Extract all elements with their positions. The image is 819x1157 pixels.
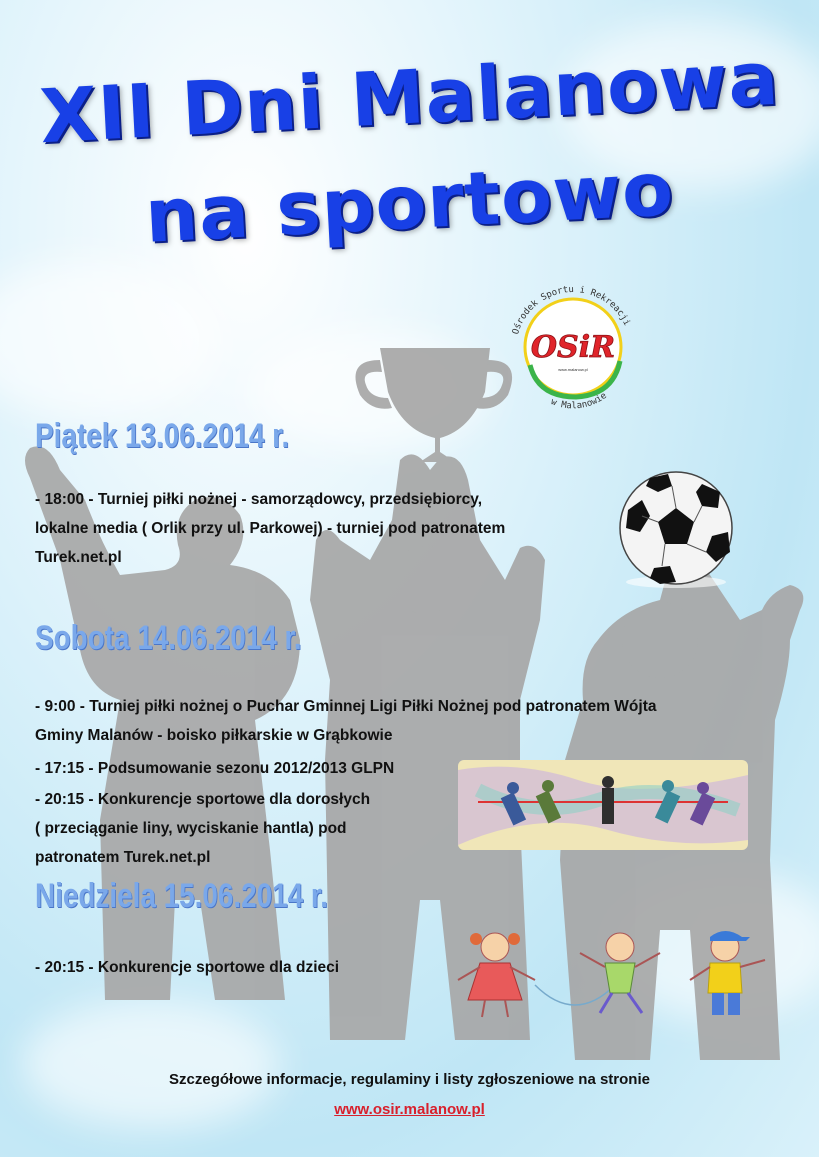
osir-logo [498,285,648,415]
event-line: ( przeciąganie liny, wyciskanie hantla) pod [35,820,347,837]
event-line: patronatem Turek.net.pl [35,849,211,866]
logo-wordmark: OSiR [530,330,616,365]
poster-title-line2: na sportowo [143,146,676,260]
website-link[interactable]: www.osir.malanow.pl [334,1101,485,1118]
event-item [35,485,575,572]
event-line: Gminy Malanów - boisko piłkarskie w Grąbkowie [35,727,393,744]
trophy-icon [356,348,513,462]
event-line: lokalne media ( Orlik przy ul. Parkowej) - turniej pod patronatem [35,520,506,537]
logo-top-arc: Ośrodek Sportu i Rekreacji [511,285,632,336]
poster-title-line1: XII Dni Malanowa [37,35,782,161]
day-heading-sunday: Niedziela 15.06.2014 r. [35,877,328,915]
event-line: - 20:15 - Konkurencje sportowe dla dorosłych [35,791,371,808]
day-heading-saturday: Sobota 14.06.2014 r. [35,619,302,657]
day-heading-friday: Piątek 13.06.2014 r. [35,417,290,455]
event-line: - 20:15 - Konkurencje sportowe dla dzieci [35,959,340,976]
event-line: - 18:00 - Turniej piłki nożnej - samorządowcy, przedsiębiorcy, [35,491,483,508]
soccer-ball-icon [610,470,740,590]
event-line: - 17:15 - Podsumowanie sezonu 2012/2013 GLPN [35,760,395,777]
event-item [35,785,455,872]
event-item [35,953,575,982]
event-line: Turek.net.pl [35,549,122,566]
footer-info: Szczegółowe informacje, regulaminy i listy zgłoszeniowe na stronie [169,1071,650,1088]
logo-bottom-arc: w Malanowie [549,390,609,412]
kid-boy [690,931,765,1015]
event-item [35,754,575,783]
logo-small-url: www.malanow.pl [558,367,588,372]
event-line: - 9:00 - Turniej piłki nożnej o Puchar Gminnej Ligi Piłki Nożnej pod patronatem Wójta [35,698,657,715]
event-item [35,692,755,750]
